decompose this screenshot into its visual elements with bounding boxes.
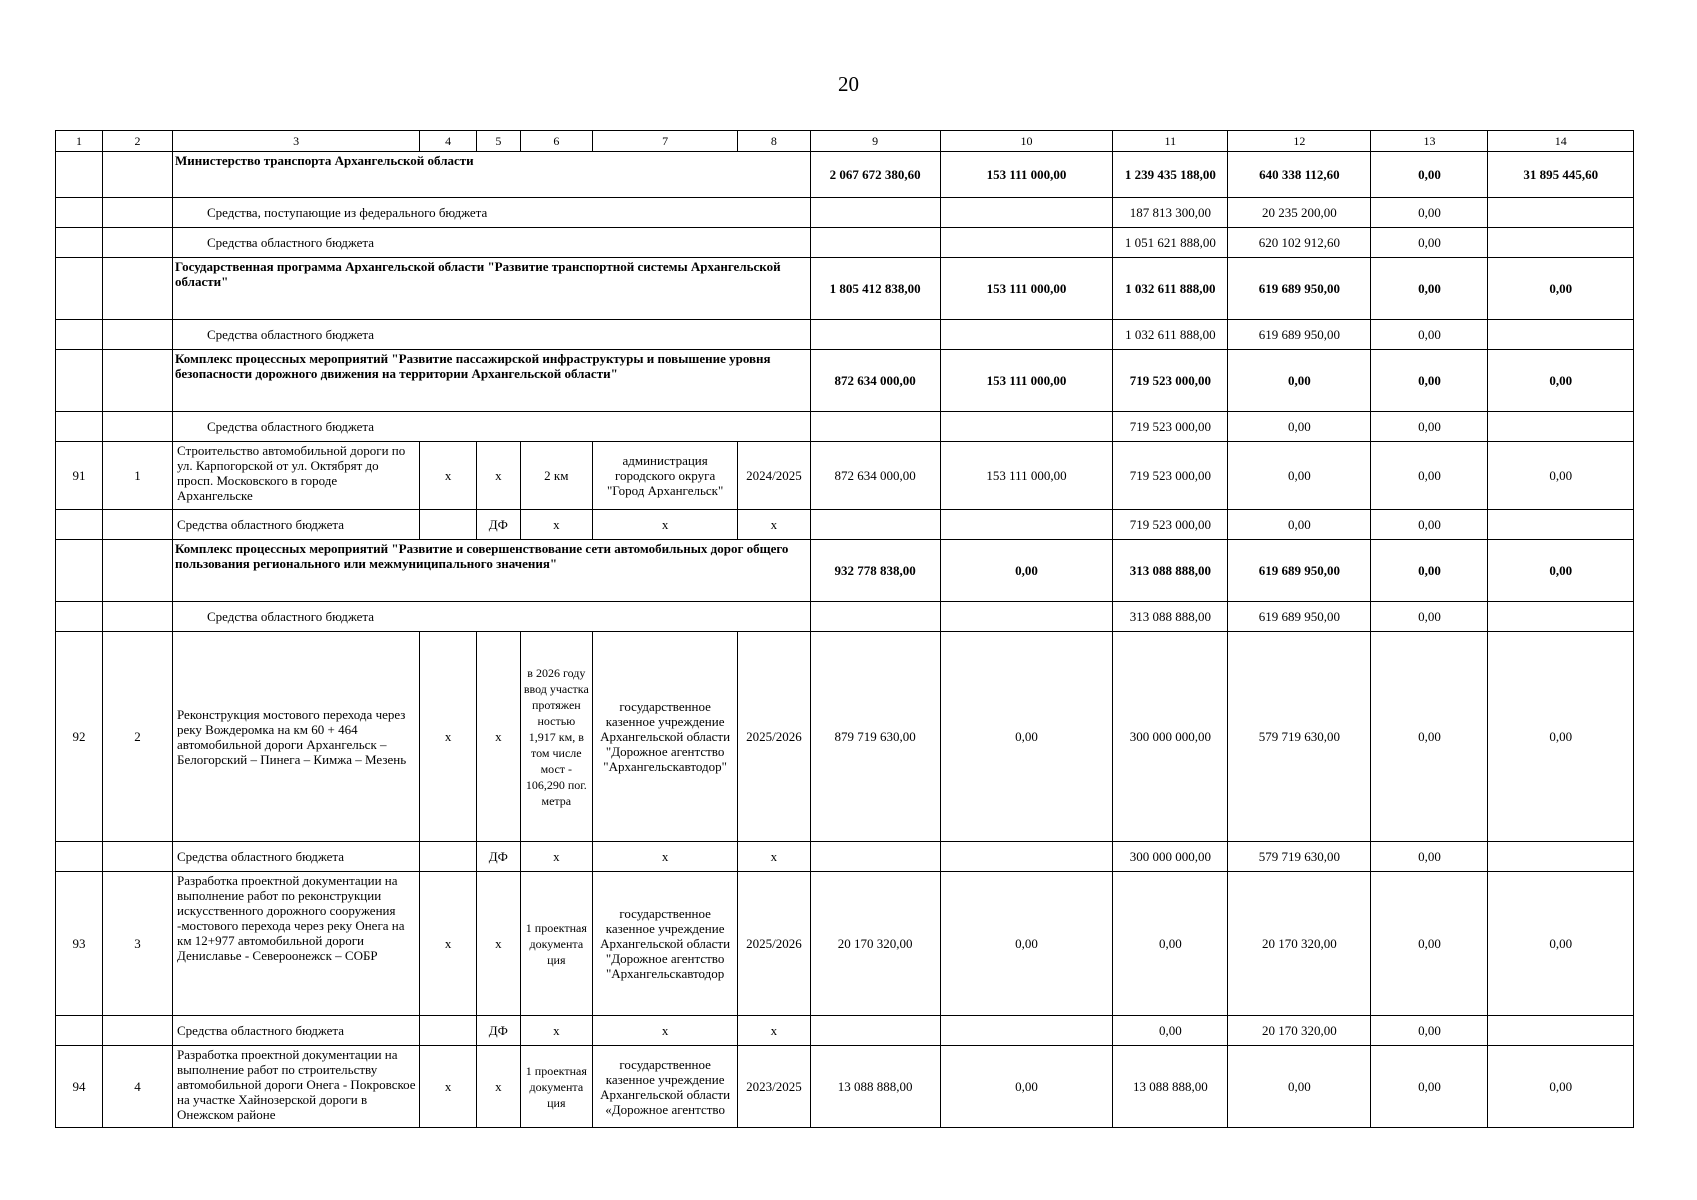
amount-cell: 0,00 [1488, 258, 1634, 320]
period-cell: 2025/2026 [738, 632, 810, 842]
cell: х [520, 842, 592, 872]
amount-cell: 0,00 [940, 632, 1113, 842]
amount-cell: 0,00 [1113, 1016, 1228, 1046]
amount-cell: 153 111 000,00 [940, 258, 1113, 320]
column-number-row [56, 131, 1634, 152]
row-number: 91 [56, 442, 103, 510]
amount-cell: 0,00 [1228, 510, 1371, 540]
amount-cell: 153 111 000,00 [940, 442, 1113, 510]
amount-cell: 0,00 [1371, 198, 1488, 228]
customer-cell: государственное казенное учреждение Архангельской области «Дорожное агентство [592, 1046, 737, 1128]
funding-label: Средства областного бюджета [173, 228, 811, 258]
header-cell: 5 [477, 131, 521, 152]
amount-cell: 20 170 320,00 [1228, 872, 1371, 1016]
amount-cell: 1 032 611 888,00 [1113, 320, 1228, 350]
program-title: Государственная программа Архангельской области "Развитие транспортной системы Архангельской области" [173, 258, 811, 320]
item-number: 2 [103, 632, 173, 842]
amount-cell: 0,00 [1371, 540, 1488, 602]
object-name: Строительство автомобильной дороги по ул. Карпогорской от ул. Октябрят до просп. Московского в городе Архангельске [173, 442, 420, 510]
amount-cell: 0,00 [1371, 842, 1488, 872]
header-cell: 1 [56, 131, 103, 152]
amount-cell: 619 689 950,00 [1228, 602, 1371, 632]
amount-cell: 0,00 [1371, 258, 1488, 320]
funding-label: Средства областного бюджета [173, 602, 811, 632]
cell: х [477, 632, 521, 842]
header-cell: 4 [420, 131, 477, 152]
amount-cell: 0,00 [1488, 350, 1634, 412]
customer-cell: государственное казенное учреждение Архангельской области "Дорожное агентство "Архангельскавтодор [592, 872, 737, 1016]
funding-label: Средства областного бюджета [173, 842, 420, 872]
item-number: 4 [103, 1046, 173, 1128]
amount-cell: 0,00 [1488, 540, 1634, 602]
cell: х [592, 842, 737, 872]
header-cell: 11 [1113, 131, 1228, 152]
table-row [56, 872, 1634, 1016]
complex-title: Комплекс процессных мероприятий "Развитие и совершенствование сети автомобильных дорог общего пользования регионального или межмуниципального значения" [173, 540, 811, 602]
amount-cell: 0,00 [1228, 412, 1371, 442]
funding-row [56, 412, 1634, 442]
funding-row [56, 198, 1634, 228]
amount-cell: 153 111 000,00 [940, 350, 1113, 412]
capacity-cell: в 2026 году ввод участка протяжен ностью 1,917 км, в том числе мост - 106,290 пог. метра [520, 632, 592, 842]
amount-cell: 20 170 320,00 [810, 872, 940, 1016]
cell: х [520, 510, 592, 540]
budget-table [55, 130, 1634, 1128]
amount-cell: 0,00 [1371, 872, 1488, 1016]
amount-cell: 0,00 [1371, 510, 1488, 540]
fund-row [56, 510, 1634, 540]
amount-cell: 20 170 320,00 [1228, 1016, 1371, 1046]
capacity-cell: 1 проектная документа ция [520, 1046, 592, 1128]
amount-cell: 0,00 [1371, 602, 1488, 632]
ministry-title: Министерство транспорта Архангельской области [173, 152, 811, 198]
cell: х [520, 1016, 592, 1046]
amount-cell: 0,00 [1228, 1046, 1371, 1128]
row-number: 92 [56, 632, 103, 842]
amount-cell: 20 235 200,00 [1228, 198, 1371, 228]
amount-cell: 0,00 [940, 872, 1113, 1016]
amount-cell: 640 338 112,60 [1228, 152, 1371, 198]
amount-cell: 0,00 [1371, 412, 1488, 442]
amount-cell: 719 523 000,00 [1113, 510, 1228, 540]
amount-cell: 1 032 611 888,00 [1113, 258, 1228, 320]
cell: х [477, 1046, 521, 1128]
amount-cell: 1 239 435 188,00 [1113, 152, 1228, 198]
amount-cell: 13 088 888,00 [1113, 1046, 1228, 1128]
amount-cell: 313 088 888,00 [1113, 540, 1228, 602]
table-row [56, 1046, 1634, 1128]
amount-cell: 0,00 [940, 540, 1113, 602]
header-cell: 7 [592, 131, 737, 152]
table-row [56, 442, 1634, 510]
amount-cell: 31 895 445,60 [1488, 152, 1634, 198]
header-cell: 2 [103, 131, 173, 152]
amount-cell: 0,00 [1371, 1046, 1488, 1128]
amount-cell: 0,00 [1228, 350, 1371, 412]
item-number: 3 [103, 872, 173, 1016]
amount-cell: 300 000 000,00 [1113, 842, 1228, 872]
amount-cell: 932 778 838,00 [810, 540, 940, 602]
cell: х [738, 510, 810, 540]
header-cell: 8 [738, 131, 810, 152]
amount-cell: 1 051 621 888,00 [1113, 228, 1228, 258]
cell: ДФ [477, 842, 521, 872]
complex-row [56, 540, 1634, 602]
funding-row [56, 228, 1634, 258]
fund-row [56, 842, 1634, 872]
amount-cell: 579 719 630,00 [1228, 842, 1371, 872]
amount-cell: 313 088 888,00 [1113, 602, 1228, 632]
page-number: 20 [838, 72, 859, 96]
amount-cell: 0,00 [1371, 442, 1488, 510]
amount-cell: 0,00 [1371, 632, 1488, 842]
header-cell: 6 [520, 131, 592, 152]
amount-cell: 153 111 000,00 [940, 152, 1113, 198]
object-name: Реконструкция мостового перехода через реку Вождеромка на км 60 + 464 автомобильной дороги Архангельск – Белогорский – Пинега – Кимжа – Мезень [173, 632, 420, 842]
object-name: Разработка проектной документации на выполнение работ по строительству автомобильной дороги Онега - Покровское на участке Хайнозерской дороги в Онежском районе [173, 1046, 420, 1128]
funding-label: Средства областного бюджета [173, 1016, 420, 1046]
item-number: 1 [103, 442, 173, 510]
cell: х [420, 442, 477, 510]
period-cell: 2024/2025 [738, 442, 810, 510]
amount-cell: 719 523 000,00 [1113, 350, 1228, 412]
program-row [56, 258, 1634, 320]
amount-cell: 0,00 [1488, 442, 1634, 510]
funding-label: Средства областного бюджета [173, 412, 811, 442]
ministry-row [56, 152, 1634, 198]
complex-row [56, 350, 1634, 412]
amount-cell: 1 805 412 838,00 [810, 258, 940, 320]
cell: х [477, 442, 521, 510]
capacity-cell: 1 проектная документа ция [520, 872, 592, 1016]
cell: х [477, 872, 521, 1016]
amount-cell: 0,00 [1488, 632, 1634, 842]
amount-cell: 619 689 950,00 [1228, 258, 1371, 320]
amount-cell: 579 719 630,00 [1228, 632, 1371, 842]
amount-cell: 719 523 000,00 [1113, 442, 1228, 510]
cell: х [420, 872, 477, 1016]
amount-cell: 187 813 300,00 [1113, 198, 1228, 228]
amount-cell: 0,00 [1488, 872, 1634, 1016]
row-number: 93 [56, 872, 103, 1016]
table-row [56, 632, 1634, 842]
amount-cell: 879 719 630,00 [810, 632, 940, 842]
amount-cell: 2 067 672 380,60 [810, 152, 940, 198]
period-cell: 2023/2025 [738, 1046, 810, 1128]
amount-cell: 0,00 [1371, 350, 1488, 412]
amount-cell: 620 102 912,60 [1228, 228, 1371, 258]
fund-row [56, 1016, 1634, 1046]
amount-cell: 13 088 888,00 [810, 1046, 940, 1128]
cell: ДФ [477, 510, 521, 540]
funding-row [56, 320, 1634, 350]
customer-cell: администрация городского округа "Город Архангельск" [592, 442, 737, 510]
amount-cell: 0,00 [940, 1046, 1113, 1128]
funding-label: Средства областного бюджета [173, 510, 420, 540]
cell: ДФ [477, 1016, 521, 1046]
period-cell: 2025/2026 [738, 872, 810, 1016]
capacity-cell: 2 км [520, 442, 592, 510]
amount-cell: 872 634 000,00 [810, 350, 940, 412]
cell: х [592, 1016, 737, 1046]
header-cell: 3 [173, 131, 420, 152]
customer-cell: государственное казенное учреждение Архангельской области "Дорожное агентство "Архангельскавтодор" [592, 632, 737, 842]
amount-cell: 0,00 [1371, 320, 1488, 350]
amount-cell: 619 689 950,00 [1228, 540, 1371, 602]
amount-cell: 872 634 000,00 [810, 442, 940, 510]
cell: х [420, 1046, 477, 1128]
amount-cell: 0,00 [1228, 442, 1371, 510]
cell: х [592, 510, 737, 540]
header-cell: 14 [1488, 131, 1634, 152]
amount-cell: 0,00 [1371, 1016, 1488, 1046]
amount-cell: 0,00 [1371, 152, 1488, 198]
amount-cell: 619 689 950,00 [1228, 320, 1371, 350]
funding-label: Средства, поступающие из федерального бюджета [173, 198, 811, 228]
row-number: 94 [56, 1046, 103, 1128]
amount-cell: 300 000 000,00 [1113, 632, 1228, 842]
amount-cell: 0,00 [1488, 1046, 1634, 1128]
amount-cell: 719 523 000,00 [1113, 412, 1228, 442]
amount-cell: 0,00 [1113, 872, 1228, 1016]
header-cell: 12 [1228, 131, 1371, 152]
complex-title: Комплекс процессных мероприятий "Развитие пассажирской инфраструктуры и повышение уровня безопасности дорожного движения на территории Архангельской области" [173, 350, 811, 412]
cell: х [738, 842, 810, 872]
object-name: Разработка проектной документации на выполнение работ по реконструкции искусственного дорожного сооружения -мостового перехода через реку Онега на км 12+977 автомобильной дороги Дениславье - Североонежск – СОБР [173, 872, 420, 1016]
cell: х [420, 632, 477, 842]
header-cell: 9 [810, 131, 940, 152]
header-cell: 10 [940, 131, 1113, 152]
cell: х [738, 1016, 810, 1046]
amount-cell: 0,00 [1371, 228, 1488, 258]
header-cell: 13 [1371, 131, 1488, 152]
funding-label: Средства областного бюджета [173, 320, 811, 350]
funding-row [56, 602, 1634, 632]
